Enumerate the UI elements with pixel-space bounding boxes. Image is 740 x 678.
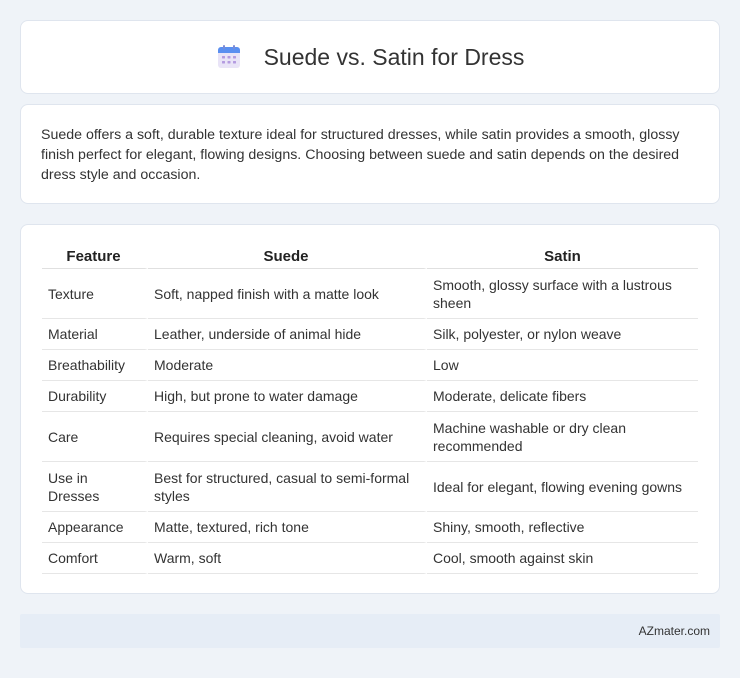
table-row (42, 319, 698, 350)
suede-cell: Soft, napped finish with a matte look (148, 269, 427, 319)
header-card (20, 20, 720, 94)
table-header-row (42, 245, 698, 269)
satin-cell: Silk, polyester, or nylon weave (427, 319, 698, 350)
footer (20, 614, 720, 648)
feature-cell: Material (42, 319, 148, 350)
comparison-table (42, 245, 698, 574)
table-row (42, 512, 698, 543)
intro-card (20, 104, 720, 204)
satin-cell: Low (427, 350, 698, 381)
suede-cell: Moderate (148, 350, 427, 381)
column-header-feature: Feature (42, 245, 148, 269)
feature-cell: Texture (42, 269, 148, 319)
feature-cell: Use in Dresses (42, 462, 148, 512)
table-row (42, 543, 698, 574)
satin-cell: Smooth, glossy surface with a lustrous sheen (427, 269, 698, 319)
satin-cell: Shiny, smooth, reflective (427, 512, 698, 543)
feature-cell: Care (42, 412, 148, 462)
table-row (42, 269, 698, 319)
feature-cell: Appearance (42, 512, 148, 543)
footer-brand[interactable]: AZmater.com (638, 624, 710, 638)
column-header-suede: Suede (148, 245, 427, 269)
page-title: Suede vs. Satin for Dress (263, 43, 525, 70)
feature-cell: Breathability (42, 350, 148, 381)
suede-cell: Matte, textured, rich tone (148, 512, 427, 543)
suede-cell: Best for structured, casual to semi-formal styles (148, 462, 427, 512)
suede-cell: Leather, underside of animal hide (148, 319, 427, 350)
suede-cell: Requires special cleaning, avoid water (148, 412, 427, 462)
satin-cell: Ideal for elegant, flowing evening gowns (427, 462, 698, 512)
intro-text: Suede offers a soft, durable texture ideal for structured dresses, while satin provides a smooth, glossy finish perfect for elegant, flowing designs. Choosing between suede and satin depends on the desired dress style and occasion. (41, 127, 680, 183)
feature-cell: Comfort (42, 543, 148, 574)
title-wrap (216, 44, 525, 71)
column-header-satin: Satin (427, 245, 698, 269)
satin-cell: Machine washable or dry clean recommended (427, 412, 698, 462)
table-row (42, 381, 698, 412)
feature-cell: Durability (42, 381, 148, 412)
suede-cell: High, but prone to water damage (148, 381, 427, 412)
table-row (42, 412, 698, 462)
table-row (42, 350, 698, 381)
comparison-card (20, 224, 720, 594)
satin-cell: Cool, smooth against skin (427, 543, 698, 574)
table-row (42, 462, 698, 512)
calendar-icon (216, 44, 242, 70)
suede-cell: Warm, soft (148, 543, 427, 574)
satin-cell: Moderate, delicate fibers (427, 381, 698, 412)
